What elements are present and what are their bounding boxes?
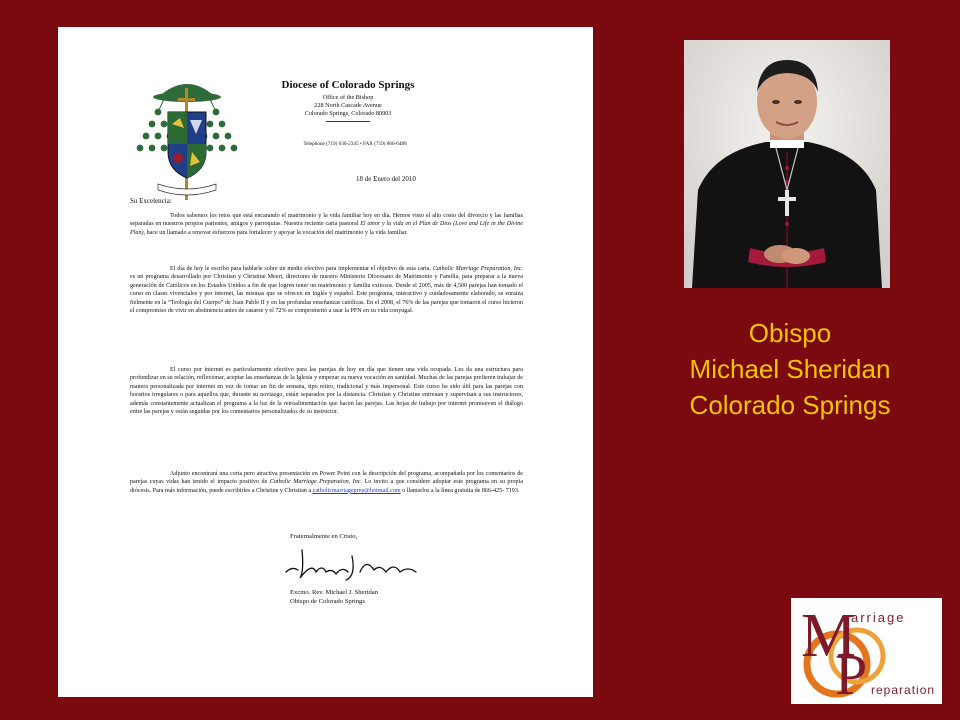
paragraph-2: El día de hoy le escribo para hablarle sobre un medio efectivo para implementar el objetivo de esta carta. Catholic Marriage Preparation, Inc. es un programa desarrollado por Christian y Christine Meert, directores de nuestro Ministerio Diocesano de Matrimonio y Familia, para preparar a la nueva generación de Católicos en los Estados Unidos a fin de que logren tener un matrimonio y familia exitosos. Desde el 2005, más de 4,500 parejas han tomado el curso en clases vivenciales y por internet, las mismas que se ofrecen en inglés y español. Este programa, interactivo y cuidadosamente elaborado, se enraiza fielmente en la “Teología del Cuerpo” de Juan Pablo II y en las profundas enseñanzas católicas. En el 2008, el 76% de las parejas que tomaron el curso hicieron el compromiso de vivir en abstinencia antes de casarse y el 72% se comprometió a usar la PFN en su vida conyugal. — [130, 266, 524, 315]
marriage-preparation-logo — [791, 598, 942, 704]
diocese-coat-of-arms — [128, 72, 246, 207]
contact-numbers: Telephone (719) 636-2345 • FAX (719) 866-6488 — [303, 141, 407, 147]
paragraph-4: Adjunto encontrará una corta pero atractiva presentación en Power Point con la descripción del programa, acompañada por los comentarios de parejas cuyas vidas han tenido el impacto positivo de Catholic Marriage Preparation, Inc. Lo invito a que considere adoptar este programa en su propia diócesis. Para más información, puede escribirles a Christine y Christian a catholicmarriageprep@hotmail.com o llamarlos a la línea gratuita de 866-425- 7193. — [130, 471, 523, 494]
logo-letter-m: M — [801, 602, 857, 670]
paragraph-3: El curso por internet es particularmente efectivo para las parejas de hoy en día que tienen una vida ocupada. Les da una estructura para profundizar en su relación, reflexionar, aceptar las enseñanzas de la Iglesia y empezar su nueva vocación en santidad. Muchas de las parejas prefieren trabajar de manera personalizada por internet en vez de tomar un fin de semana, tipo retiro, tradicional y más impersonal. Este curso ha sido útil para las parejas con horarios irregulares o para aquellos que, durante su noviazgo, están separados por la distancia. Christian y Christine entrenan y supervisan a sus instructores, además constantemente actualizan el programa a la luz de la retroalimentación que hacen las parejas. Las hojas de trabajo por internet promueven el diálogo entre las parejas y están seguidas por los comentarios personalizados de su instructor. — [130, 367, 523, 416]
letter-closing: Fraternalmente en Cristo, — [290, 533, 358, 540]
signer-name: Excmo. Rev. Michael J. Sheridan — [290, 589, 379, 596]
caption-location: Colorado Springs — [689, 390, 891, 420]
salutation: Su Excelencia: — [130, 197, 172, 205]
logo-letter-p: P — [835, 642, 868, 704]
signature-block — [290, 588, 378, 606]
street-address: 228 North Cascade Avenue — [314, 102, 382, 110]
caption-name: Michael Sheridan — [689, 354, 891, 384]
logo-word-marriage: arriage — [851, 610, 906, 625]
email-link[interactable]: catholicmarriageprep@hotmail.com — [312, 487, 401, 494]
office-name: Office of the Bishop — [322, 94, 374, 101]
bishop-portrait — [684, 40, 890, 288]
bishop-letter — [58, 27, 593, 697]
signer-title: Obispo de Colorado Springs — [290, 598, 365, 605]
bishop-caption — [640, 315, 940, 423]
handwritten-signature — [282, 542, 422, 584]
diocese-name: Diocese of Colorado Springs — [281, 79, 415, 91]
logo-word-preparation: reparation — [871, 683, 936, 697]
letterhead — [248, 79, 448, 126]
caption-title: Obispo — [748, 318, 832, 348]
letter-date: 18 de Enero del 2010 — [356, 175, 416, 183]
city-address: Colorado Springs, Colorado 80903 — [304, 110, 392, 118]
bishop-portrait-illustration — [684, 40, 890, 288]
marriage-preparation-logo-art — [791, 598, 942, 704]
paragraph-1: Todos sabemos los retos que está encarando el matrimonio y la vida familiar hoy en día. Hemos visto el alto costo del divorcio y las familias separadas en nuestros propios parientes, amigos y parroquias. Nuestra reciente carta pastoral El amor y la vida en el Plan de Dios (Love and Life in the Divine Plan), hace un llamado a renovar esfuerzos para fortalecer y apoyar la vocación del matrimonio y la vida familiar. — [130, 213, 523, 236]
letterhead-divider — [326, 121, 370, 122]
